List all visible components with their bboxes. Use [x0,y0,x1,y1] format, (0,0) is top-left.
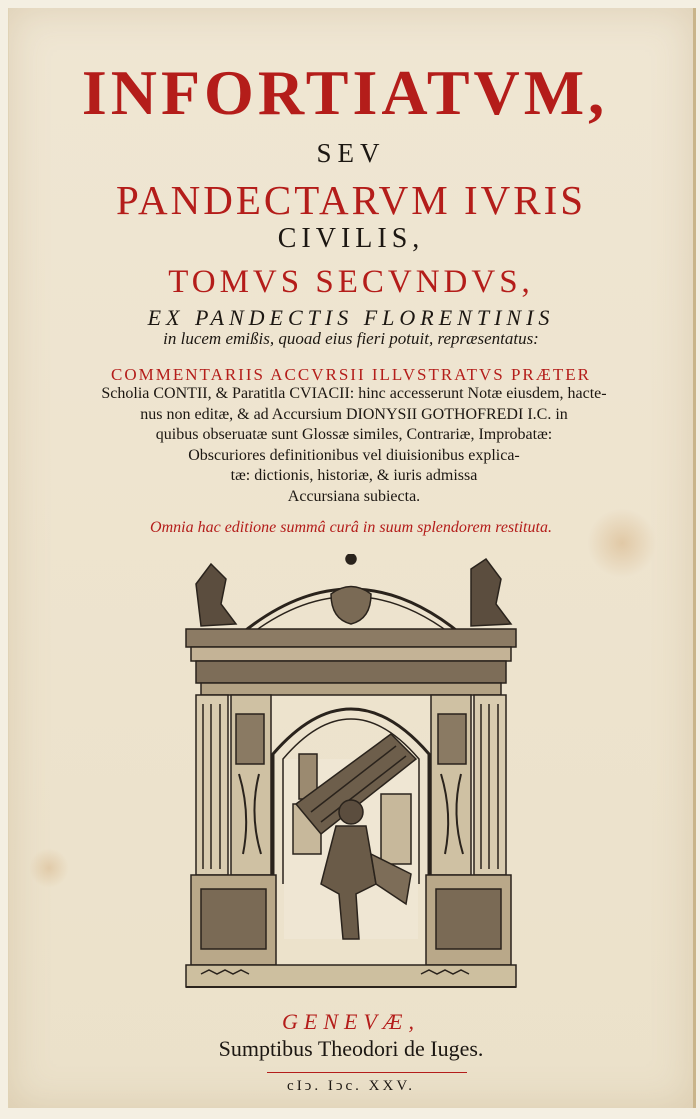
imprint-date: cIↄ. Iↄc. XXV. [287,1078,415,1094]
volume-title: TOMVS SECVNDVS, [168,264,534,300]
imprint-place: GENEVÆ, [282,1009,420,1034]
woodcut-arch-illustration [181,554,521,998]
source-line: EX PANDECTIS FLORENTINIS [147,305,555,330]
imprint-rule [267,1072,467,1073]
main-title: INFORTIATVM, [81,57,609,128]
description-line: Accursiana subiecta. [287,487,421,505]
edition-note: Omnia hac editione summâ curâ in suum splendorem restituta. [150,519,552,536]
description-line: Obscuriores definitionibus vel diuisionibus explica- [188,446,520,464]
commentary-heading: COMMENTARIIS ACCVRSII ILLVSTRATVS PRÆTER [111,365,591,384]
foxing-stain [29,848,69,888]
imprint-publisher: Sumptibus Theodori de Iuges. [218,1036,484,1061]
subtitle-pandectarum: PANDECTARVM IVRIS [115,177,587,223]
title-page [8,8,696,1108]
description-line: nus non editæ, & ad Accursium DIONYSII GOTHOFREDI I.C. in [140,405,568,423]
source-subline: in lucem emißis, quoad eius fieri potuit, repræsentatus: [163,329,539,348]
subtitle-sev: SEV [316,138,386,168]
description-line: tæ: dictionis, historiæ, & iuris admissa [230,467,478,484]
subtitle-civilis: CIVILIS, [277,223,425,254]
description-line: Scholia CONTII, & Paratitla CVIACII: hinc accesserunt Notæ eiusdem, hacte- [101,385,607,402]
description-paragraph [29,384,679,507]
description-line: quibus obseruatæ sunt Glossæ similes, Contrariæ, Improbatæ: [155,426,553,443]
